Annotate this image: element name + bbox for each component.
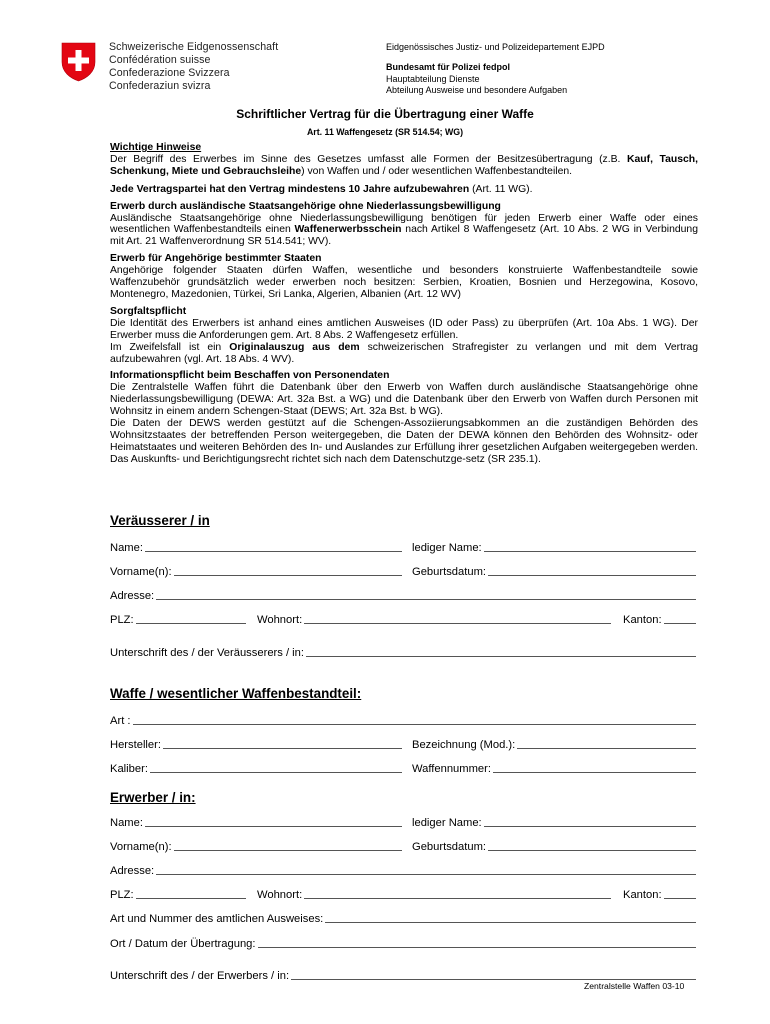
seller-address-field[interactable] (110, 586, 696, 602)
weapon-manufacturer-label: Hersteller: (110, 739, 161, 751)
weapon-caliber-label: Kaliber: (110, 763, 148, 775)
weapon-model-line[interactable] (517, 736, 696, 749)
important-notes (110, 142, 698, 466)
buyer-canton-line[interactable] (664, 886, 696, 899)
notes-acquisition-paragraph (110, 154, 698, 178)
notes-bold-text: Originalauszug aus dem (229, 341, 360, 353)
weapon-serial-field[interactable] (412, 759, 696, 775)
weapon-manufacturer-field[interactable] (110, 735, 402, 751)
transfer-place-date-field[interactable] (110, 934, 696, 950)
seller-address-row (110, 586, 696, 602)
seller-name-row (110, 538, 696, 554)
federal-name-fr: Confédération suisse (109, 54, 211, 66)
transfer-place-date-label: Ort / Datum der Übertragung: (110, 938, 256, 950)
notes-retention-paragraph (110, 184, 698, 196)
buyer-address-field[interactable] (110, 861, 696, 877)
seller-maiden-name-field[interactable] (412, 538, 696, 554)
weapon-model-field[interactable] (412, 735, 696, 751)
department-name: Eidgenössisches Justiz- und Polizeidepartement EJPD (386, 42, 605, 52)
buyer-address-row (110, 861, 696, 877)
buyer-city-label: Wohnort: (257, 889, 303, 901)
notes-diligence-heading: Sorgfaltspflicht (110, 305, 187, 317)
weapon-type-row (110, 711, 696, 727)
notes-heading: Wichtige Hinweise (110, 142, 202, 153)
seller-canton-line[interactable] (664, 611, 696, 624)
notes-diligence-paragraph: Die Identität des Erwerbers ist anhand eines amtlichen Ausweises (ID oder Pass) zu überprüfen (Art. 10a Abs. 1 WG). Der Erwerber muss die Anforderungen gem. Art. 8 Abs. 2 Waffengesetz erfüllen. (110, 317, 698, 341)
notes-bold-text: Kauf, Tausch, Schenkung, Miete und Gebrauchsleihe (110, 153, 699, 177)
federal-name-rm: Confederaziun svizra (109, 80, 211, 92)
seller-address-label: Adresse: (110, 590, 155, 602)
buyer-birthdate-label: Geburtsdatum: (412, 841, 486, 853)
seller-firstnames-line[interactable] (174, 563, 402, 576)
notes-states-paragraph: Angehörige folgender Staaten dürfen Waffen, wesentliche und besonders konstruierte Waffenbestandteile sowie Waffenzubehör grundsätzlich weder erwerben noch besitzen: Serbien, Kroatien, Bosnien und Herzegowina, Kosovo, Montenegro, Mazedonien, Türkei, Sri Lanka, Algerien, Albanien (Art. 12 WV) (110, 265, 698, 300)
seller-name-field[interactable] (110, 538, 402, 554)
seller-city-line[interactable] (304, 611, 611, 624)
seller-city-label: Wohnort: (257, 614, 303, 626)
federal-name-de: Schweizerische Eidgenossenschaft (109, 41, 279, 53)
notes-data-transfer-paragraph: Die Daten der DEWS werden gestützt auf die Schengen-Assoziierungsabkommen an die zuständigen Behörden des Wohnsitzstaates der betreffenden Person weitergegeben, die Daten der DEWA können den Behörden des Wohnsitz- oder Heimatstaates und weiteren Behörden des In- und Auslandes zur Erfüllung ihrer gesetzlichen Aufgaben weitergegeben werden. Das Auskunfts- und Berichtigungsrecht richtet sich nach dem Datenschutzge-setz (SR 235.1). (110, 418, 698, 465)
buyer-birthdate-field[interactable] (412, 837, 696, 853)
buyer-signature-row (110, 966, 696, 982)
buyer-firstname-row (110, 837, 696, 853)
seller-name-label: Name: (110, 542, 143, 554)
buyer-name-label: Name: (110, 817, 143, 829)
seller-birthdate-line[interactable] (488, 563, 696, 576)
weapon-serial-line[interactable] (493, 760, 696, 773)
seller-city-field[interactable] (257, 610, 611, 626)
seller-maiden-name-label: lediger Name: (412, 542, 482, 554)
buyer-canton-label: Kanton: (623, 889, 662, 901)
seller-firstnames-label: Vorname(n): (110, 566, 172, 578)
weapon-section-title: Waffe / wesentlicher Waffenbestandteil: (110, 686, 362, 701)
notes-text: Ausländische Staatsangehörige ohne Niederlassungsbewilligung benötigen für jeden Erwerb einer Waffe oder eines wesentlichen Waffenbestandteils einen (110, 212, 698, 236)
weapon-maker-row (110, 735, 696, 751)
weapon-manufacturer-line[interactable] (163, 736, 402, 749)
notes-bold-text: Waffenerwerbsschein (294, 224, 402, 236)
office-block (386, 62, 567, 97)
seller-firstnames-field[interactable] (110, 562, 402, 578)
seller-zip-field[interactable] (110, 610, 246, 626)
federal-name-it: Confederazione Svizzera (109, 67, 230, 79)
buyer-city-field[interactable] (257, 885, 611, 901)
notes-database-paragraph: Die Zentralstelle Waffen führt die Datenbank über den Erwerb von Waffen durch ausländische Staatsangehörige ohne Niederlassungsbewilligung (DEWA: Art. 32a Bst. a WG) und die Datenbank über den Erwerb von Waffen durch Personen mit Wohnsitz in einem andern Schengen-Staat (DEWS; Art. 32a Bst. b WG). (110, 382, 698, 418)
buyer-canton-field[interactable] (623, 885, 696, 901)
transfer-place-date-line[interactable] (258, 935, 697, 948)
weapon-type-line[interactable] (133, 712, 696, 725)
seller-section-title: Veräusserer / in (110, 513, 210, 528)
notes-text: Im Zweifelsfall ist ein (110, 341, 230, 353)
buyer-signature-field[interactable] (110, 966, 696, 982)
notes-information-heading: Informationspflicht beim Beschaffen von Personendaten (110, 370, 390, 382)
unit-name: Abteilung Ausweise und besondere Aufgaben (386, 85, 568, 95)
document-subtitle: Art. 11 Waffengesetz (SR 514.54; WG) (306, 127, 464, 137)
seller-canton-field[interactable] (623, 610, 696, 626)
seller-signature-line[interactable] (306, 644, 696, 657)
buyer-location-row (110, 885, 696, 901)
buyer-zip-field[interactable] (110, 885, 246, 901)
seller-birthdate-label: Geburtsdatum: (412, 566, 486, 578)
buyer-address-line[interactable] (156, 862, 696, 875)
division-name: Hauptabteilung Dienste (386, 73, 480, 84)
weapon-type-label: Art : (110, 715, 131, 727)
buyer-id-row (110, 909, 696, 925)
buyer-maiden-name-field[interactable] (412, 813, 696, 829)
seller-name-line[interactable] (145, 539, 402, 552)
buyer-id-document-line[interactable] (325, 910, 696, 923)
buyer-birthdate-line[interactable] (488, 838, 696, 851)
seller-birthdate-field[interactable] (412, 562, 696, 578)
buyer-maiden-name-line[interactable] (484, 814, 696, 827)
notes-text: (Art. 11 WG). (469, 183, 533, 195)
notes-foreigners-heading: Erwerb durch ausländische Staatsangehörige ohne Niederlassungsbewilligung (110, 200, 501, 212)
footer-reference: Zentralstelle Waffen 03-10 (584, 981, 685, 991)
seller-location-row (110, 610, 696, 626)
federal-names (109, 41, 278, 93)
buyer-zip-label: PLZ: (110, 889, 134, 901)
notes-bold-text: Jede Vertragspartei hat den Vertrag mindestens 10 Jahre aufzubewahren (110, 183, 470, 195)
seller-signature-field[interactable] (110, 643, 696, 659)
seller-signature-row (110, 643, 696, 659)
seller-address-line[interactable] (156, 587, 696, 600)
buyer-city-line[interactable] (304, 886, 611, 899)
seller-zip-label: PLZ: (110, 614, 134, 626)
buyer-firstnames-line[interactable] (174, 838, 402, 851)
buyer-firstnames-label: Vorname(n): (110, 841, 172, 853)
buyer-name-field[interactable] (110, 813, 402, 829)
seller-maiden-name-line[interactable] (484, 539, 696, 552)
seller-firstname-row (110, 562, 696, 578)
notes-foreigners-paragraph (110, 213, 698, 249)
notes-states-heading: Erwerb für Angehörige bestimmter Staaten (110, 253, 322, 265)
buyer-maiden-name-label: lediger Name: (412, 817, 482, 829)
weapon-caliber-row (110, 759, 696, 775)
buyer-firstnames-field[interactable] (110, 837, 402, 853)
buyer-zip-line[interactable] (136, 886, 246, 899)
notes-criminal-record-paragraph (110, 342, 698, 366)
buyer-name-row (110, 813, 696, 829)
buyer-place-date-row (110, 934, 696, 950)
buyer-address-label: Adresse: (110, 865, 155, 877)
buyer-name-line[interactable] (145, 814, 402, 827)
notes-text: ) von Waffen und / oder wesentlichen Waffenbestandteilen. (301, 165, 573, 177)
buyer-id-document-label: Art und Nummer des amtlichen Ausweises: (110, 913, 324, 925)
weapon-caliber-line[interactable] (150, 760, 402, 773)
seller-signature-label: Unterschrift des / der Veräusserers / in: (110, 647, 304, 659)
document-title: Schriftlicher Vertrag für die Übertragung einer Waffe (236, 107, 534, 121)
seller-zip-line[interactable] (136, 611, 246, 624)
notes-text: Der Begriff des Erwerbes im Sinne des Gesetzes umfasst alle Formen der Besitzesübertragung (z.B. (110, 153, 627, 165)
notes-text: nach Artikel 8 Waffengesetz (Art. 10 Abs. 2 WG in Verbindung mit Art. 21 Waffenverordnung SR 514.541; WV). (110, 224, 698, 248)
weapon-caliber-field[interactable] (110, 759, 402, 775)
weapon-serial-label: Waffennummer: (412, 763, 491, 775)
seller-canton-label: Kanton: (623, 614, 662, 626)
weapon-type-field[interactable] (110, 711, 696, 727)
buyer-section-title: Erwerber / in: (110, 790, 196, 805)
swiss-coat-of-arms-icon (61, 42, 96, 82)
buyer-id-document-field[interactable] (110, 909, 696, 925)
weapon-model-label: Bezeichnung (Mod.): (412, 739, 516, 751)
buyer-signature-line[interactable] (291, 967, 696, 980)
office-name: Bundesamt für Polizei fedpol (386, 62, 511, 72)
notes-text: schweizerischen Strafregister zu verlangen und mit dem Vertrag aufzubewahren (vgl. Art. 18 Abs. 4 WV). (110, 341, 698, 365)
buyer-signature-label: Unterschrift des / der Erwerbers / in: (110, 970, 290, 982)
